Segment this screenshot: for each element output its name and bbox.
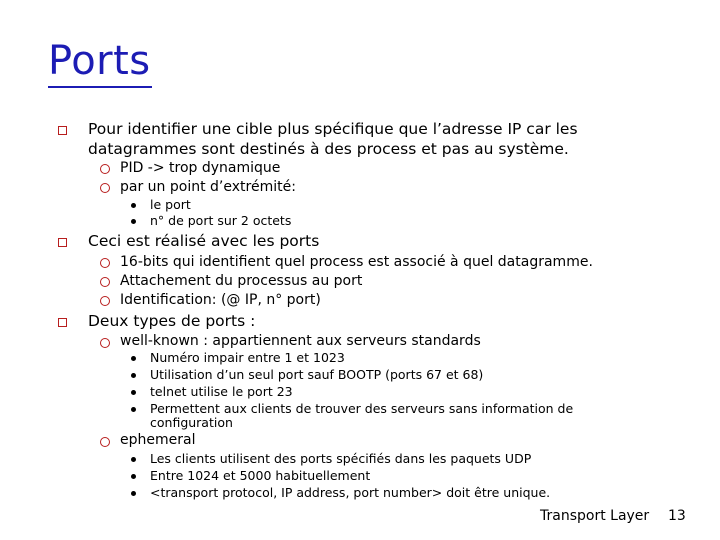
- sub-sub-bullet-text: le port: [150, 197, 191, 212]
- sub-sub-bullet-text: Utilisation d’un seul port sauf BOOTP (ports 67 et 68): [150, 367, 484, 382]
- dot-bullet-icon: [131, 407, 136, 412]
- sub-sub-bullet-text: Entre 1024 et 5000 habituellement: [150, 468, 371, 483]
- sub-bullet-text: Identification: (@ IP, n° port): [120, 292, 321, 308]
- circle-bullet-icon: [100, 296, 110, 306]
- slide-title: Ports: [48, 38, 151, 84]
- circle-bullet-icon: [100, 338, 110, 348]
- sub-bullet-text: PID -> trop dynamique: [120, 160, 281, 176]
- sub-sub-bullet-text: Permettent aux clients de trouver des serveurs sans information de: [150, 401, 574, 416]
- title-underline: [48, 86, 152, 88]
- sub-sub-bullet-text: telnet utilise le port 23: [150, 384, 293, 399]
- sub-sub-bullet-text-continued: configuration: [150, 415, 233, 430]
- sub-bullet-text: ephemeral: [120, 432, 196, 448]
- sub-bullet-text: well-known : appartiennent aux serveurs standards: [120, 333, 481, 349]
- circle-bullet-icon: [100, 183, 110, 193]
- bullet-text: Pour identifier une cible plus spécifique que l’adresse IP car les: [88, 120, 578, 138]
- dot-bullet-icon: [131, 457, 136, 462]
- sub-sub-bullet-text: n° de port sur 2 octets: [150, 213, 292, 228]
- sub-sub-bullet-text: Les clients utilisent des ports spécifiés dans les paquets UDP: [150, 451, 532, 466]
- sub-sub-bullet-text: <transport protocol, IP address, port number> doit être unique.: [150, 485, 551, 500]
- page-number: 13: [668, 508, 686, 524]
- sub-bullet-text: par un point d’extrémité:: [120, 179, 296, 195]
- dot-bullet-icon: [131, 203, 136, 208]
- circle-bullet-icon: [100, 164, 110, 174]
- circle-bullet-icon: [100, 258, 110, 268]
- bullet-text-continued: datagrammes sont destinés à des process et pas au système.: [88, 140, 569, 158]
- bullet-text: Deux types de ports :: [88, 312, 256, 330]
- bullet-text: Ceci est réalisé avec les ports: [88, 232, 320, 250]
- circle-bullet-icon: [100, 437, 110, 447]
- dot-bullet-icon: [131, 491, 136, 496]
- square-bullet-icon: [58, 126, 67, 135]
- dot-bullet-icon: [131, 356, 136, 361]
- dot-bullet-icon: [131, 390, 136, 395]
- dot-bullet-icon: [131, 373, 136, 378]
- square-bullet-icon: [58, 318, 67, 327]
- circle-bullet-icon: [100, 277, 110, 287]
- sub-bullet-text: Attachement du processus au port: [120, 273, 363, 289]
- dot-bullet-icon: [131, 219, 136, 224]
- square-bullet-icon: [58, 238, 67, 247]
- sub-sub-bullet-text: Numéro impair entre 1 et 1023: [150, 350, 345, 365]
- footer-label: Transport Layer: [540, 508, 650, 524]
- sub-bullet-text: 16-bits qui identifient quel process est associé à quel datagramme.: [120, 254, 593, 270]
- dot-bullet-icon: [131, 474, 136, 479]
